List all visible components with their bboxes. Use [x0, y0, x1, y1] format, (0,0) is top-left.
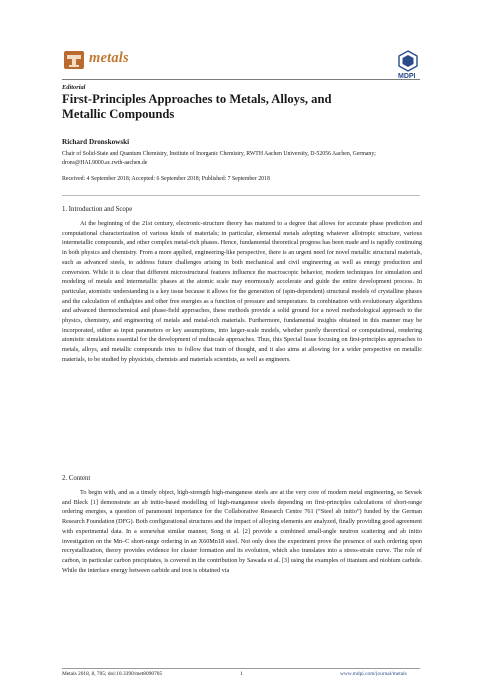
page-number: 1 [240, 671, 243, 677]
author-name[interactable]: Richard Dronskowski [62, 138, 130, 146]
article-title: First-Principles Approaches to Metals, Alloys, and Metallic Compounds [62, 92, 332, 121]
section-heading-content: 2. Content [62, 475, 91, 482]
paragraph-content: To begin with, and as a timely object, high-strength high-manganese steels are at the very core of modern metal engineering, so Sevsek and Bleck [1] demonstrate an ab initio-based modelling of high-manganese steels depending on first-principles calculations of short-range ordering energies, a question of paramount importance for the Collaborative Research Centre 761 (“Steel ab initio”) funded by the German Research Foundation (DFG). Both configurational structures and the impact of alloying elements are analyzed, finally providing good agreement with experimental data. In a somewhat similar manner, Song et al. [2] provide a combined small-angle neutron scattering and ab initio investigation on the Mn–C short-range ordering in an X60Mn18 steel. Not only does the experiment prove the presence of such ordering upon recrystallization, theory provides evidence for cluster formation and its evolution, which also translates into a stress-strain curve. The role of carbon, in particular carbon precipitates, is covered in the contribution by Sawada et al. [3] using the examples of titanium and niobium carbide. While the interface energy between carbide and iron is obtained via [62, 489, 422, 574]
footer-divider [62, 668, 420, 669]
article-type: Editorial [62, 84, 86, 91]
footer-citation[interactable]: Metals 2018, 8, 705; doi:10.3390/met8090705 [62, 671, 163, 677]
author-affiliation: Chair of Solid-State and Quantum Chemistry, Institute of Inorganic Chemistry, RWTH Aachen University, D-52056 Aachen, Germany; drons@HAL9000.ac.rwth-aachen.de [62, 151, 376, 166]
paragraph-introduction: At the beginning of the 21st century, electronic-structure theory has matured to a degree that allows for accurate phase prediction and computational characterization of various kinds of materials; in particular, elemental metals adopting whatever allotropic structure, various intermetallic compounds, and other complex metal-rich phases. Hence, fundamental theoretical progress has been made and is rapidly continuing in both physics and chemistry. From a more applied, engineering-like perspective, there is an urgent need for novel metallic structural materials, such as advanced steels, to address future challenges arising in both mechanical and civil engineering as well as energy production and conversion. While it is clear that different microstructural features influence the macroscopic behavior, modern techniques for simulation and modeling of metals and intermetallic phases at the atomic scale may enormously accelerate and guide the entire development process. In particular, atomistic understanding is a key issue because it allows for the generation of (spin-dependent) structural models of crystalline phases and the calculation of enthalpies and other free energies as a function of pressure and temperature. In combination with evolutionary algorithms and advanced thermochemical and phase-field approaches, these methods provide a solid ground for a novel methodological approach to the physics, chemistry, and engineering of metals and metal-rich materials. Furthermore, fundamental insights obtained in this manner may be incorporated, either as input parameters or key assumptions, into larger-scale models, whether purely theoretical or computational, rendering atomistic simulations essential for the development of multiscale approaches. Thus, this Special Issue focusing on first-principles approaches to metals, alloys, and metallic compounds tries to follow that train of thought, and it also aims at allowing for a wider perspective on metallic materials, to be studied by physicists, chemists and materials scientists, as well as engineers. [62, 220, 422, 363]
journal-logo-icon [64, 51, 84, 69]
mdpi-logo-icon[interactable] [397, 50, 419, 72]
article-dates: Received: 4 September 2018; Accepted: 6 September 2018; Published: 7 September 2018 [62, 176, 270, 182]
section-divider [62, 195, 420, 196]
section-heading-introduction: 1. Introduction and Scope [62, 206, 133, 213]
journal-name[interactable]: metals [89, 50, 129, 66]
publisher-logo-text: MDPI [398, 73, 416, 80]
header-divider [62, 79, 420, 80]
journal-url-link[interactable]: www.mdpi.com/journal/metals [340, 671, 407, 677]
